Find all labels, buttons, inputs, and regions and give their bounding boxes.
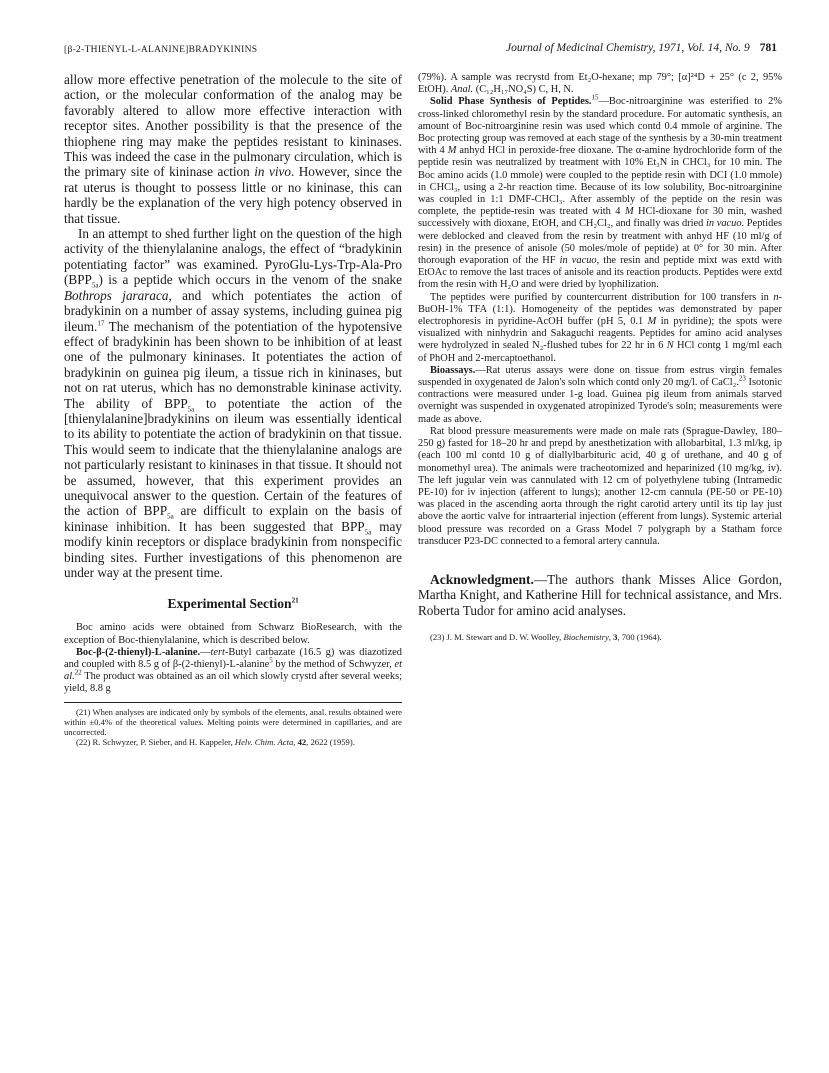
paragraph-bioassays: Bioassays.—Rat uterus assays were done on tissue from estrus virgin females suspended in oxygenated de Jalon's soln which contd only 20 mg/l. of CaCl₂.$^{23}$ Isotonic contractions were measured under 1-g load. Guinea pig ileum from animals starved overnight was suspended in oxygenated atropinized Tyrode's soln; measurements were made as above. xyxy=(418,364,783,425)
paragraph-boc-source: Boc amino acids were obtained from Schwarz BioResearch, with the exception of Boc-thienylalanine, which is described below. xyxy=(64,622,402,646)
acknowledgment: Acknowledgment.—The authors thank Misses Alice Gordon, Martha Knight, and Katherine Hill for technical assistance, and Mrs. Roberta Tudor for amino acid analyses. xyxy=(418,571,782,618)
paragraph-bpp: In an attempt to shed further light on the question of the high activity of the thienylalanine analogs, the effect of “bradykinin potentiating factor” was examined. PyroGlu-Lys-Trp-Ala-Pro $(BPP_{5a})$ is a peptide which occurs in the venom of the snake Bothrops jararaca, and which potentiates the action of bradykinin on a number of assay systems, including guinea pig ileum.$^{17}$ The mechanism of the potentiation of the hypotensive effect of bradykinin has been shown to be inhibition of at least one of the pulmonary kininases. It potentiates the action of bradykinin on guinea pig ileum, a tissue rich in kininases, but not on rat uterus, which has no demonstrable kininase activity. The ability of $BPP_{5a}$ to potentiate the action of the [thienylalanine]bradykinins on ileum was essentially identical to its ability to potentiate the action of bradykinin on that tissue. This would seem to indicate that the thienylalanine analogs are not particularly resistant to kininases in that tissue. It should not be assumed, however, that this experiment provides an unequivocal answer to the question. Certain of the features of the action of $BPP_{5a}$ are difficult to explain on the basis of kininase inhibition. It has been suggested that $BPP_{5a}$ may modify kinin receptors or displace bradykinin from nonspecific binding sites. Further investigations of this phenomenon are under way at the present time. xyxy=(64,226,402,580)
running-head: [β-2-THIENYL-L-ALANINE]BRADYKININS xyxy=(64,45,258,55)
paragraph-blood-pressure: Rat blood pressure measurements were made on male rats (Sprague-Dawley, 180–250 g) fasted for 18–20 hr and prepd by anesthetization with allobarbital, 1.3 ml/kg, ip (each 100 ml contd 10 g of diallylbarbituric acid, 40 g of urethane, and 40 g of monomethyl urea). The animals were tracheotomized and heparinized (10 mg/kg, iv). The left jugular vein was cannulated with 12 cm of polyethylene tubing (Intramedic PE-10) for iv injection (afferent to lungs); another 12-cm cannula (PE-50 or PE-10) was placed in the ascending aorta through the right carotid artery until its tip lay just above the aortic valve for intraarterial injection (efferent from lungs). Systemic arterial blood pressure was recorded on a Grass Model 7 polygraph by a Statham force transducer P23-DC connected to a femoral artery cannula. xyxy=(418,425,782,547)
discussion-text xyxy=(64,72,402,580)
paragraph-kininase: allow more effective penetration of the molecule to the site of action, or the molecular conformation of the analog may be favorably altered to allow more effective interaction with receptor sites. Another possibility is that the presence of the thiophene ring may make the peptides resistant to kininases. This was indeed the case in the pulmonary circulation, which is the primary site of kininase action in vivo. However, since the rat uterus is thought to possess little or no kininase, this can hardly be the explanation of the very high potency observed in that tissue. xyxy=(64,72,403,226)
footnote-divider xyxy=(64,702,402,703)
paragraph-boc-thienylalanine: Boc-β-(2-thienyl)-L-alanine.—tert-Butyl carbazate (16.5 g) was diazotized and coupled with 8.5 g of β-(2-thienyl)-L-alanine$^5$ by the method of Schwyzer, et al.$^{22}$ The product was obtained as an oil which slowly crystd after several weeks; yield, 8.8 g xyxy=(64,646,402,695)
journal-header xyxy=(506,42,777,54)
section-title: Experimental Section$^{21}$ xyxy=(167,596,299,612)
page-number: 781 xyxy=(759,42,777,54)
footnote-22: (22) R. Schwyzer, P. Sieber, and H. Kappeler, Helv. Chim. Acta, 42, 2622 (1959). xyxy=(76,737,355,748)
experimental-text xyxy=(64,622,402,695)
right-column xyxy=(418,72,782,642)
paragraph-purification: The peptides were purified by countercurrent distribution for 100 transfers in n-BuOH-1% TFA (1:1). Homogeneity of the peptides was demonstrated by paper electrophoresis in pyridine-AcOH buffer (pH 5, 0.1 M in pyridine); the spots were visualized with ninhydrin and Sakaguchi reagents. Peptides for amino acid analyses were hydrolyzed in sealed N₂-flushed tubes for 22 hr in 6 N HCl contg 1 mg/ml each of PhOH and 2-mercaptoethanol. xyxy=(418,291,782,364)
journal-citation: Journal of Medicinal Chemistry, 1971, Vol. 14, No. 9 xyxy=(506,42,750,54)
footnote-23: (23) J. M. Stewart and D. W. Woolley, Biochemistry, 3, 700 (1964). xyxy=(430,632,662,643)
paragraph-yield: (79%). A sample was recrystd from Et₂O-hexane; mp 79°; [α]²⁴D + 25° (c 2, 95% EtOH). Anal. (C₁₂H₁₇NO₄S) C, H, N. xyxy=(418,72,782,96)
paragraph-solid-phase: Solid Phase Synthesis of Peptides.$^{15}$—Boc-nitroarginine was esterified to 2% cross-linked chloromethyl resin by the standard procedure. For automatic synthesis, an amount of Boc-nitroarginine resin was used which contd 0.4 mmole of arginine. The Boc protecting group was removed at each stage of the synthesis by a 30-min treatment with 4 M anhyd HCl in peroxide-free dioxane. The α-amine hydrochloride form of the peptide resin was neutralized by treatment with 10% Et₃N in CHCl₃ for 10 min. The Boc amino acids (1.0 mmole) were coupled to the peptide resin with DCI (1.0 mmole) in CHCl₃, using a 2-hr reaction time. Because of its low solubility, Boc-nitroarginine was coupled in 1:1 DMF-CHCl₃. After assembly of the peptide on the resin was complete, the peptide-resin was treated with 4 M HCl-dioxane for 30 min, washed successively with dioxane, EtOH, and CH₂Cl₂, and finally was dried in vacuo. Peptides were deblocked and cleaved from the resin by treatment with anhyd HF (10 ml/g of resin) in the presence of anisole (50 moles/mole of peptide) at 0° for 30 min. After thorough evaporation of the HF in vacuo, the resin and peptide mixt was extd with EtOAc to remove the last traces of anisole and its reaction products. Peptides were extd from the resin with H₂O and were dried by lyophilization. xyxy=(418,93,782,291)
left-column xyxy=(64,72,402,747)
footnote-21: (21) When analyses are indicated only by symbols of the elements, anal. results obtained were within ±0.4% of the theoretical values. Melting points were determined in capillaries, and are uncorrected. xyxy=(64,706,402,738)
methods-text xyxy=(418,72,782,548)
